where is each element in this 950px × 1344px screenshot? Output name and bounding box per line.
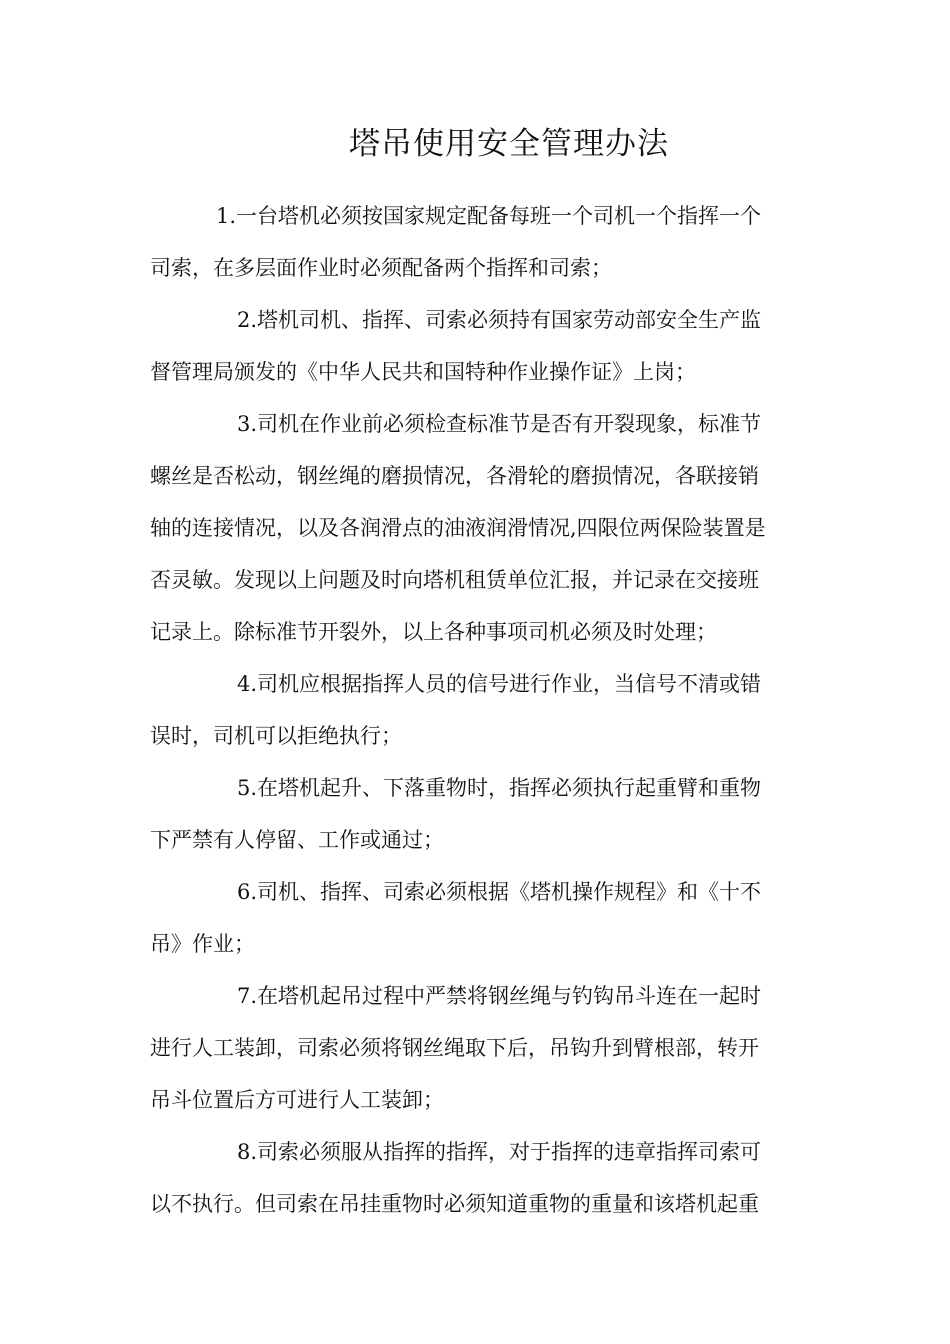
paragraph-5 — [150, 762, 800, 866]
paragraph-line: 督管理局颁发的《中华人民共和国特种作业操作证》上岗； — [150, 360, 696, 384]
paragraph-line: 吊》作业； — [150, 932, 255, 956]
paragraph-8 — [150, 1126, 800, 1230]
paragraph-line: 记录上。除标准节开裂外，以上各种事项司机必须及时处理； — [150, 620, 717, 644]
paragraph-line: 螺丝是否松动，钢丝绳的磨损情况，各滑轮的磨损情况，各联接销 — [150, 464, 759, 488]
paragraph-line: 轴的连接情况，以及各润滑点的油液润滑情况,四限位两保险装置是 — [150, 516, 766, 540]
paragraph-line: 5.在塔机起升、下落重物时，指挥必须执行起重臂和重物 — [237, 776, 762, 800]
paragraph-4 — [150, 658, 800, 762]
paragraph-line: 以不执行。但司索在吊挂重物时必须知道重物的重量和该塔机起重 — [150, 1192, 759, 1216]
paragraph-line: 误时，司机可以拒绝执行； — [150, 724, 402, 748]
paragraph-line: 7.在塔机起吊过程中严禁将钢丝绳与钓钩吊斗连在一起时 — [237, 984, 762, 1008]
paragraph-3 — [150, 398, 800, 658]
paragraph-line: 1.一台塔机必须按国家规定配备每班一个司机一个指挥一个 — [216, 204, 762, 228]
document-body — [150, 190, 800, 1230]
paragraph-7 — [150, 970, 800, 1126]
paragraph-line: 2.塔机司机、指挥、司索必须持有国家劳动部安全生产监 — [237, 308, 762, 332]
paragraph-line: 吊斗位置后方可进行人工装卸； — [150, 1088, 444, 1112]
document-title: 塔吊使用安全管理办法 — [349, 126, 669, 162]
paragraph-line: 8.司索必须服从指挥的指挥，对于指挥的违章指挥司索可 — [237, 1140, 762, 1164]
paragraph-line: 司索，在多层面作业时必须配备两个指挥和司索； — [150, 256, 612, 280]
paragraph-line: 下严禁有人停留、工作或通过； — [150, 828, 444, 852]
paragraph-line: 否灵敏。发现以上问题及时向塔机租赁单位汇报，并记录在交接班 — [150, 568, 759, 592]
paragraph-line: 3.司机在作业前必须检查标准节是否有开裂现象，标准节 — [237, 412, 762, 436]
paragraph-line: 6.司机、指挥、司索必须根据《塔机操作规程》和《十不 — [237, 880, 762, 904]
paragraph-line: 进行人工装卸，司索必须将钢丝绳取下后，吊钩升到臂根部，转开 — [150, 1036, 759, 1060]
paragraph-1 — [150, 190, 800, 294]
paragraph-2 — [150, 294, 800, 398]
paragraph-6 — [150, 866, 800, 970]
paragraph-line: 4.司机应根据指挥人员的信号进行作业，当信号不清或错 — [237, 672, 762, 696]
